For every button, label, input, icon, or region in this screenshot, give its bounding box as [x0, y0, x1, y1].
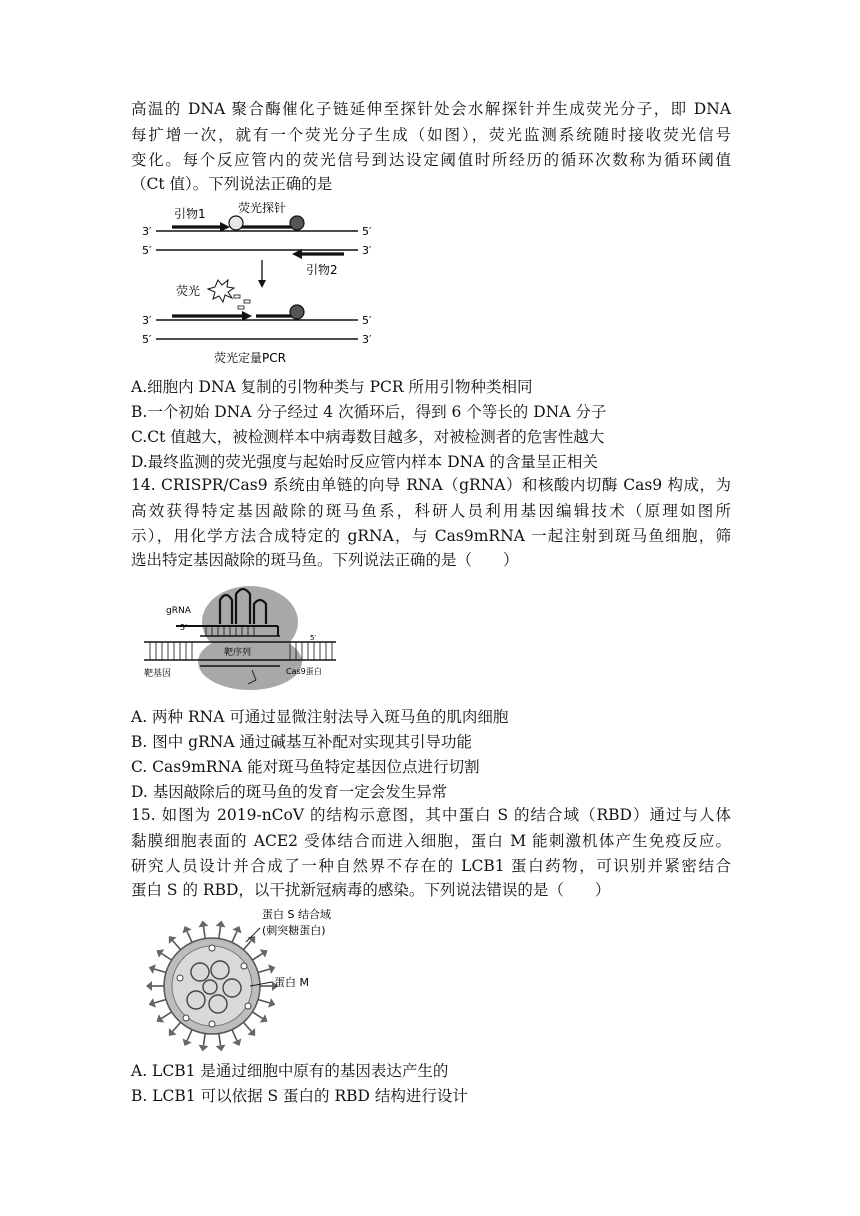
spike-head [156, 949, 164, 957]
virus-figure [140, 906, 360, 1056]
q14-stem-line-2: 高效获得特定基因敲除的斑马鱼系，科研人员利用基因编辑技术（原理如图所 [131, 502, 731, 520]
probe-fragment [234, 295, 240, 298]
grna-label: gRNA [166, 606, 191, 616]
spike-head [216, 921, 226, 928]
spike-head [199, 921, 209, 928]
q13-option-d: D.最终监测的荧光强度与起始时反应管内样本 DNA 的含量呈正相关 [131, 453, 598, 471]
q15-stem-line-4: 蛋白 S 的 RBD，以干扰新冠病毒的感染。下列说法错误的是（ ） [131, 881, 611, 899]
spike-head [216, 1045, 226, 1052]
q14-stem-line-4: 选出特定基因敲除的斑马鱼。下列说法正确的是（ ） [131, 551, 519, 569]
pcr-end-label: 5′ [142, 244, 152, 257]
target-sequence-label: 靶序列 [224, 648, 252, 658]
spike-head [260, 949, 268, 957]
cas9-label: Cas9蛋白 [286, 667, 322, 676]
q15-stem-line-2: 黏膜细胞表面的 ACE2 受体结合而进入细胞，蛋白 M 能刺激机体产生免疫反应。 [131, 832, 731, 850]
pcr-end-label: 5′ [362, 225, 372, 238]
q13-option-a: A.细胞内 DNA 复制的引物种类与 PCR 所用引物种类相同 [131, 378, 533, 396]
q15-stem-line-3: 研究人员设计并合成了一种自然界不存在的 LCB1 蛋白药物，可识别并紧密结合 [131, 857, 731, 875]
spike-label-sub: (刺突糖蛋白) [262, 924, 326, 937]
quencher [290, 305, 304, 319]
spike-head [199, 1045, 209, 1052]
q13-stem-line-1: 高温的 DNA 聚合酶催化子链延伸至探针处会水解探针并生成荧光分子，即 DNA [131, 100, 731, 118]
q14-stem-line-1: 14. CRISPR/Cas9 系统由单链的向导 RNA（gRNA）和核酸内切酶 Cas9 构成，为 [131, 476, 731, 494]
pcr-end-label: 3′ [142, 314, 152, 327]
q13-stem-line-3: 变化。每个反应管内的荧光信号到达设定阈值时所经历的循环次数称为循环阈值 [131, 151, 731, 169]
pcr-end-label: 3′ [362, 244, 372, 257]
q14-option-c: C. Cas9mRNA 能对斑马鱼特定基因位点进行切割 [131, 758, 480, 776]
q14-option-d: D. 基因敲除后的斑马鱼的发育一定会发生异常 [131, 783, 448, 801]
q15-option-b: B. LCB1 可以依据 S 蛋白的 RBD 结构进行设计 [131, 1087, 468, 1105]
spike-label: 蛋白 S 结合域 [262, 908, 331, 921]
crispr-figure [140, 580, 340, 692]
primer1-label: 引物1 [174, 207, 206, 221]
q13-stem-line-2: 每扩增一次，就有一个荧光分子生成（如图），荧光监测系统随时接收荧光信号 [131, 126, 731, 144]
probe-fragment [244, 300, 250, 303]
q15-stem-line-1: 15. 如图为 2019-nCoV 的结构示意图，其中蛋白 S 的结合域（RBD）通过与人体 [131, 806, 731, 824]
spike-head [146, 981, 152, 991]
q14-option-b: B. 图中 gRNA 通过碱基互补配对实现其引导功能 [131, 733, 472, 751]
dna-end-label: 5′ [310, 634, 317, 642]
viral-interior [172, 946, 252, 1026]
process-arrowhead [258, 280, 266, 288]
target-gene-label: 靶基因 [144, 669, 172, 679]
fluorescence-burst [208, 280, 234, 302]
probe-label: 荧光探针 [238, 201, 287, 215]
q14-option-a: A. 两种 RNA 可通过显微注射法导入斑马鱼的肌肉细胞 [131, 708, 509, 726]
q13-stem-line-4: （Ct 值）。下列说法正确的是 [131, 175, 333, 193]
protein-m-label: 蛋白 M [274, 976, 309, 989]
fluorescence-label: 荧光 [176, 284, 201, 298]
pcr-end-label: 5′ [362, 314, 372, 327]
primer2-label: 引物2 [306, 263, 338, 277]
pcr-figure [134, 196, 384, 366]
pcr-end-label: 3′ [362, 333, 372, 346]
q15-option-a: A. LCB1 是通过细胞中原有的基因表达产生的 [131, 1062, 449, 1080]
q13-option-b: B.一个初始 DNA 分子经过 4 次循环后，得到 6 个等长的 DNA 分子 [131, 403, 607, 421]
quencher [290, 216, 304, 230]
spike-head [260, 1014, 268, 1022]
probe-fragment [238, 306, 244, 309]
grna-5-end: 5′ [180, 623, 187, 632]
spike-head [156, 1014, 164, 1022]
q13-option-c: C.Ct 值越大，被检测样本中病毒数目越多，对被检测者的危害性越大 [131, 428, 605, 446]
pcr-end-label: 3′ [142, 225, 152, 238]
fluorophore [229, 216, 243, 230]
q14-stem-line-3: 示），用化学方法合成特定的 gRNA，与 Cas9mRNA 一起注射到斑马鱼细胞，筛 [131, 527, 731, 545]
figure-caption: 荧光定量PCR [214, 351, 286, 365]
pcr-end-label: 5′ [142, 333, 152, 346]
